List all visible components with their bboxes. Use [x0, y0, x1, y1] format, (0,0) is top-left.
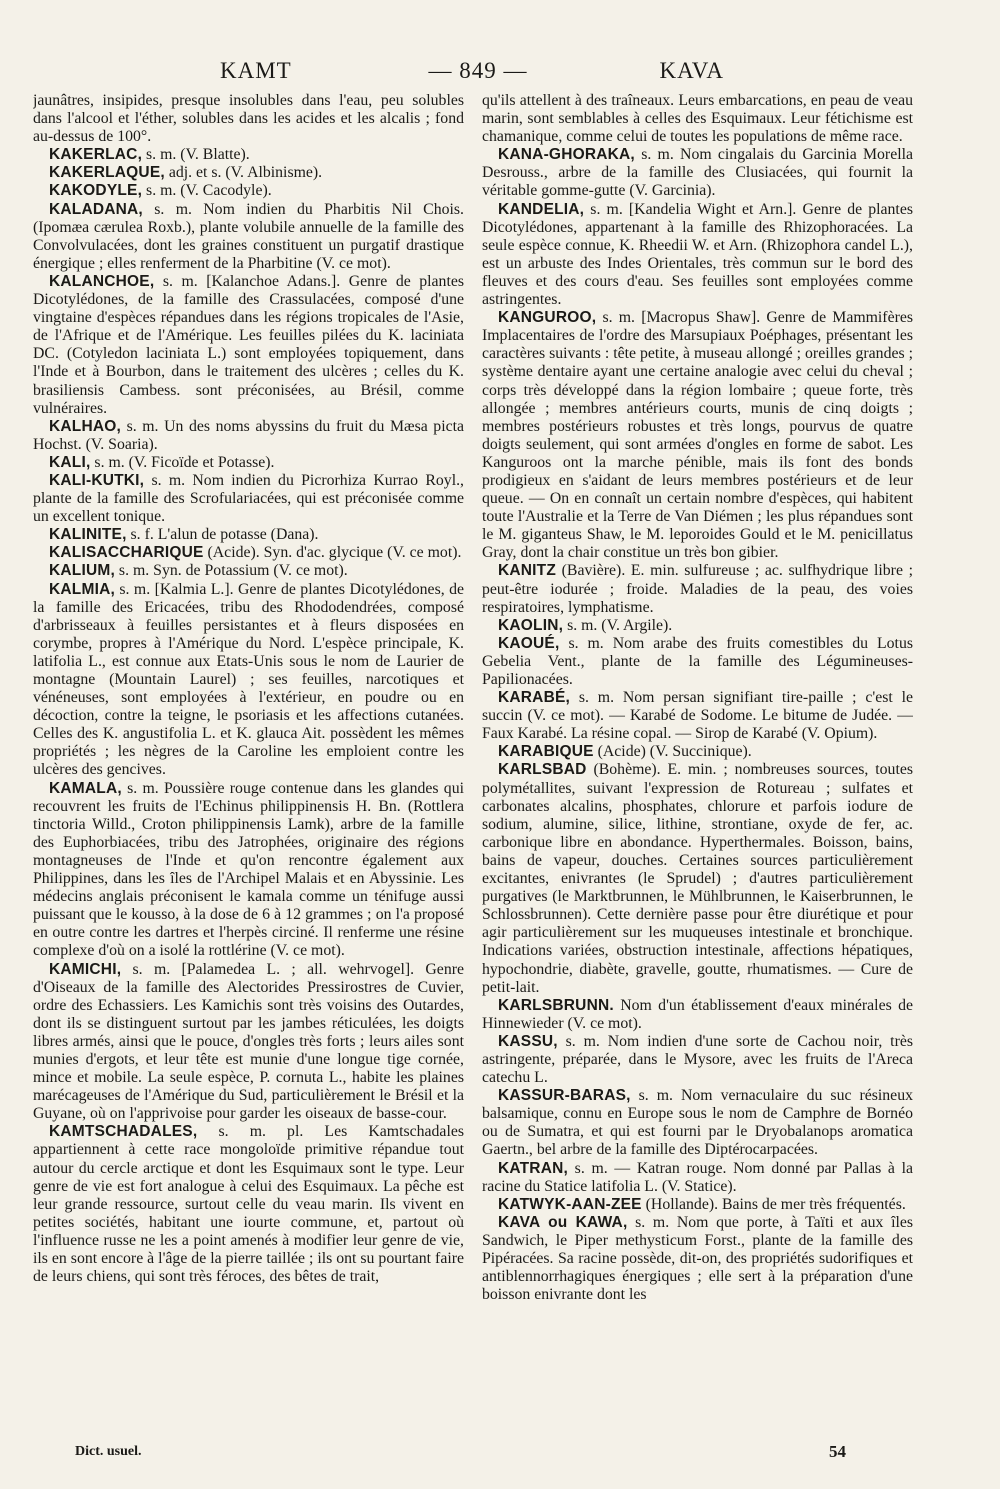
dictionary-entry — [482, 997, 913, 1033]
entry-definition: s. m. Poussière rouge contenue dans les glandes qui recouvrent les fruits de l'Echinus philippinensis H. Bn. (Rottlera tinctoria Willd., Croton philippinensis Lamk), arbre de la famille des Euphorbiacées, tribu des Jatrophées, originaire des régions montagneuses de l'Inde et qu'on rencontre également aux Philippines, dans les îles de l'Archipel Malais et en Abyssinie. Les médecins anglais préconisent le kamala comme un ténifuge aussi puissant que le kousso, à la dose de 6 à 12 grammes ; on l'a proposé en outre contre les dartres et l'herpès circiné. Il renferme une résine complexe d'où on a isolé la rottlérine (V. ce mot). — [33, 779, 464, 960]
signature-number: 54 — [829, 1442, 846, 1461]
header-right-guideword: KAVA — [659, 58, 724, 83]
dictionary-entry — [33, 780, 464, 961]
entry-definition: s. m. [Macropus Shaw]. Genre de Mammifères Implacentaires de l'ordre des Marsupiaux Poéphages, présentant les caractères suivants : tête petite, à museau allongé ; oreilles grandes ; système dentaire ayant une certaine analogie avec celui du cheval ; corps très développé dans la région lombaire ; queue forte, très allongée ; membres antérieurs courts, munis de cinq doigts ; membres postérieurs robustes et très longs, pourvus de quatre doigts seulement, qui sont armées d'ongles en forme de sabot. Les Kanguroos ont la marche pénible, mais ils font des bonds prodigieux en s'aidant de leurs membres postérieurs et de leur queue. — On en connaît un certain nombre d'espèces, qui habitent toute l'Australie et la Terre de Van Diémen ; les plus répandues sont le M. giganteus Shaw, le M. leporoides Gould et le M. penicillatus Gray, dont la chair constitue un très bon gibier. — [482, 309, 913, 562]
entry-definition: s. m. — Katran rouge. Nom donné par Pallas à la racine du Statice latifolia L. (V. Statice). — [482, 1159, 913, 1195]
entry-headword: KALHAO, — [49, 417, 122, 435]
entry-headword: KALANCHOE, — [49, 272, 155, 290]
dictionary-entry — [482, 201, 913, 310]
entry-headword: KASSU, — [498, 1032, 558, 1050]
dictionary-entry — [33, 201, 464, 273]
entry-definition: s. m. Un des noms abyssins du fruit du Mæsa picta Hochst. (V. Soaria). — [33, 417, 464, 453]
dictionary-entry — [33, 544, 464, 562]
dictionary-entry — [33, 1123, 464, 1286]
dictionary-entry — [482, 743, 913, 761]
dictionary-entry — [482, 617, 913, 635]
entry-definition: s. m. [Palamedea L. ; all. wehrvogel]. Genre d'Oiseaux de la famille des Alectorides Pressirostres de Cuvier, ordre des Echassiers. Les Kamichis sont très voisins des Outardes, dont ils se distinguent surtout par les jambes réticulées, les doigts libres armés, ainsi que le pouce, d'ongles très forts ; leurs ailes sont munies d'ergots, et leur tête est munie d'une longue tige cornée, mince et mobile. La seule espèce, P. cornuta L., habite les plaines marécageuses de l'Amérique du Sud, particulièrement le Brésil et la Guyane, où on l'apprivoise pour garder les oiseaux de basse-cour. — [33, 960, 464, 1123]
entry-headword: KASSUR-BARAS, — [498, 1087, 631, 1105]
entry-headword: KAKERLAC, — [49, 146, 143, 164]
entry-headword: KAMICHI, — [49, 960, 122, 978]
entry-headword: KANITZ — [498, 562, 557, 580]
entry-headword: KAMTSCHADALES, — [49, 1123, 198, 1141]
entry-definition: adj. et s. (V. Albinisme). — [164, 164, 323, 182]
entry-definition: s. f. L'alun de potasse (Dana). — [126, 526, 319, 544]
entry-headword: KALI-KUTKI, — [49, 471, 145, 489]
dictionary-entry — [482, 689, 913, 743]
entry-headword: KANA-GHORAKA, — [498, 146, 635, 164]
entry-definition: s. m. Nom cingalais du Garcinia Morella Desrouss., arbre de la famille des Clusiacées, qui fournit la véritable gomme-gutte (V. Garcinia). — [482, 146, 913, 200]
entry-headword: KALMIA, — [49, 580, 115, 598]
entry-headword: KAOLIN, — [498, 616, 564, 634]
entry-definition: s. m. (V. Cacodyle). — [142, 182, 272, 200]
dictionary-entry — [33, 526, 464, 544]
dictionary-entry — [482, 92, 913, 146]
entry-headword: KALI, — [49, 453, 91, 471]
entry-headword: KATRAN, — [498, 1159, 568, 1177]
entry-definition: s. m. (V. Ficoïde et Potasse). — [90, 453, 275, 471]
entry-definition: (Acide). Syn. d'ac. glycique (V. ce mot). — [203, 544, 462, 562]
entry-headword: KANGUROO, — [498, 309, 597, 327]
dictionary-entry — [482, 635, 913, 689]
entry-definition: (Hollande). Bains de mer très fréquentés. — [641, 1195, 906, 1213]
entry-definition: s. m. [Kalanchoe Adans.]. Genre de plantes Dicotylédones, de la famille des Crassulacées, composé d'une vingtaine d'espèces répandues dans les régions tropicales de l'Asie, de l'Afrique et de l'Amérique. Les feuilles pilées du K. laciniata DC. (Cotyledon laciniata L.) sont employées topiquement, dans l'Inde et à Bourbon, dans le traitement des ulcères ; celles du K. brasiliensis Cambess. sont préconisées, au Brésil, comme vulnéraires. — [33, 272, 464, 417]
dictionary-entry — [482, 1033, 913, 1087]
entry-headword: KALINITE, — [49, 526, 127, 544]
dictionary-entry — [33, 418, 464, 454]
dictionary-entry — [33, 273, 464, 418]
dictionary-entry — [482, 1160, 913, 1196]
footer-signature: Dict. usuel. — [75, 1444, 142, 1459]
dictionary-entry — [33, 581, 464, 780]
entry-definition: s. m. Nom indien du Pharbitis Nil Chois. (Ipomæa cærulea Roxb.), plante volubile annuelle de la famille des Convolvulacées, dont les graines constituent un purgatif drastique énergique ; elles renferment de la Pharbitine (V. ce mot). — [33, 200, 464, 272]
dictionary-entry — [482, 309, 913, 562]
right-column — [482, 92, 913, 1437]
entry-headword: KAVA ou KAWA, — [498, 1213, 628, 1231]
dictionary-entry — [482, 1214, 913, 1304]
dictionary-entry — [33, 562, 464, 580]
entry-definition: s. m. Nom indien d'une sorte de Cachou noir, très astringente, préparée, dans le Mysore, avec les fruits de l'Areca catechu L. — [482, 1032, 913, 1087]
entry-headword: KARLSBRUNN. — [498, 996, 614, 1014]
entry-headword: KAOUÉ, — [498, 634, 560, 652]
entry-definition: jaunâtres, insipides, presque insolubles dans l'eau, peu solubles dans l'alcool et l'éther, solubles dans les acides et les alcalis ; fond au-dessus de 100°. — [33, 92, 464, 146]
entry-definition: s. m. (V. Blatte). — [142, 146, 250, 164]
dictionary-entry — [482, 761, 913, 996]
dictionary-entry — [33, 472, 464, 526]
entry-headword: KALIUM, — [49, 562, 115, 580]
left-column — [33, 92, 464, 1437]
entry-headword: KAMALA, — [49, 779, 122, 797]
entry-definition: s. m. (V. Argile). — [563, 616, 673, 634]
entry-definition: s. m. Syn. de Potassium (V. ce mot). — [114, 562, 348, 580]
entry-definition: qu'ils attellent à des traîneaux. Leurs embarcations, en peau de veau marin, sont semblables à celles des Esquimaux. Leur fétichisme est chamanique, comme celui de toutes les populations de même race. — [482, 92, 913, 146]
entry-headword: KARLSBAD — [498, 761, 587, 779]
entry-definition: (Bavière). E. min. sulfureuse ; ac. sulfhydrique libre ; peut-être iodurée ; froide. Maladies de la peau, des voies respiratoires, lymphatisme. — [482, 562, 913, 616]
entry-headword: KALISACCHARIQUE — [49, 544, 204, 562]
dictionary-entry — [33, 454, 464, 472]
entry-definition: s. m. [Kalmia L.]. Genre de plantes Dicotylédones, de la famille des Ericacées, tribu des Rhododendrées, composé d'arbrisseaux à feuilles persistantes et à fleurs disposées en corymbe, propres à l'Amérique du Nord. L'espèce principale, K. latifolia L., est connue aux Etats-Unis sous le nom de Laurier de montagne (Mountain Laurel) ; ses feuilles, narcotiques et vénéneuses, sont employées à l'extérieur, en poudre ou en décoction, contre la teigne, le psoriasis et les affections cutanées. Celles des K. angustifolia L. et K. glauca Ait. possèdent les mêmes propriétés ; les nègres de la Caroline les emploient contre les ulcères des gencives. — [33, 580, 464, 779]
dictionary-entry — [33, 164, 464, 182]
entry-headword: KARABÉ, — [498, 689, 571, 707]
dictionary-entry — [33, 182, 464, 200]
dictionary-entry — [482, 1087, 913, 1159]
entry-headword: KANDELIA, — [498, 200, 585, 218]
entry-definition: s. m. Nom vernaculaire du suc résineux balsamique, connu en Europe sous le nom de Camphre de Bornéo ou de Sumatra, et qui est fourni par le Dryobalanops aromatica Gaertn., bel arbre de la famille des Diptérocarpacées. — [482, 1087, 913, 1159]
running-header — [36, 58, 920, 88]
entry-definition: s. m. Nom indien du Picrorhiza Kurrao Royl., plante de la famille des Scrofulariacées, qui est préconisée comme un excellent tonique. — [33, 471, 464, 526]
header-left-guideword: KAMT — [220, 58, 292, 83]
dictionary-entry — [482, 562, 913, 616]
entry-definition: s. m. Nom arabe des fruits comestibles du Lotus Gebelia Vent., plante de la famille des Légumineuses-Papilionacées. — [482, 634, 913, 688]
entry-headword: KARABIQUE — [498, 743, 594, 761]
entry-definition: s. m. [Kandelia Wight et Arn.]. Genre de plantes Dicotylédones, appartenant à la famille des Rhizophoracées. La seule espèce connue, K. Rheedii W. et Arn. (Rhizophora candel L.), est un arbuste des Indes Orientales, très commun sur le bord des fleuves et des cours d'eau. Ses feuilles sont employées comme astringentes. — [482, 200, 913, 309]
dictionary-entry — [33, 961, 464, 1124]
entry-definition: (Bohème). E. min. ; nombreuses sources, toutes polymétallites, suivant l'expression de Rotureau ; sulfates et carbonates alcalins, phosphates, chlorure et parfois iodure de sodium, alumine, silice, lithine, strontiane, oxyde de fer, ac. carbonique libre en abondance. Hyperthermales. Boisson, bains, bains de vapeur, douches. Certaines sources particulièrement excitantes, enivrantes (le Sprudel) ; d'autres particulièrement purgatives (le Marktbrunnen, le Mühlbrunnen, le Kaiserbrunnen, le Schlossbrunnen). Cette dernière passe pour être diurétique et pour agir particulièrement sur les muqueuses intestinale et bronchique. Indications variées, obstruction intestinale, affections hépatiques, hypochondrie, diabète, gravelle, goutte, rhumatismes. — Cure de petit-lait. — [482, 761, 913, 996]
dictionary-entry — [482, 1196, 913, 1214]
page-number: — 849 — — [428, 58, 528, 83]
entry-definition: (Acide) (V. Succinique). — [593, 743, 752, 761]
dictionary-entry — [482, 146, 913, 200]
entry-headword: KATWYK-AAN-ZEE — [498, 1195, 642, 1213]
entry-definition: s. m. Nom persan signifiant tire-paille ; c'est le succin (V. ce mot). — Karabé de Sodome. Le bitume de Judée. — Faux Karabé. La résine copal. — Sirop de Karabé (V. Opium). — [482, 689, 913, 743]
entry-definition: Nom d'un établissement d'eaux minérales de Hinnewieder (V. ce mot). — [482, 996, 913, 1032]
entry-definition: s. m. Nom que porte, à Taïti et aux îles Sandwich, le Piper methysticum Forst., plante de la famille des Pipéracées. Sa racine possède, dit-on, des propriétés sudorifiques et antiblennorrhagiques énergiques ; elle sert à la préparation d'une boisson enivrante dont les — [482, 1213, 913, 1304]
dictionary-entry — [33, 92, 464, 146]
entry-definition: s. m. pl. Les Kamtschadales appartiennent à cette race mongoloïde primitive répandue tout autour du cercle arctique et dont les Esquimaux sont le type. Leur genre de vie est fort analogue à celui des Esquimaux. La pêche est leur grande ressource, surtout celle du veau marin. Ils vivent en petites sociétés, habitant une iourte commune, et, partout où l'influence russe ne les a point amenés à modifier leur genre de vie, ils en sont encore à l'âge de la pierre taillée ; ils ont su pourtant faire de leurs chiens, qui sont très féroces, des bêtes de trait, — [33, 1123, 464, 1286]
entry-headword: KALADANA, — [49, 200, 143, 218]
dictionary-entry — [33, 146, 464, 164]
entry-headword: KAKODYLE, — [49, 182, 143, 200]
entry-headword: KAKERLAQUE, — [49, 164, 165, 182]
